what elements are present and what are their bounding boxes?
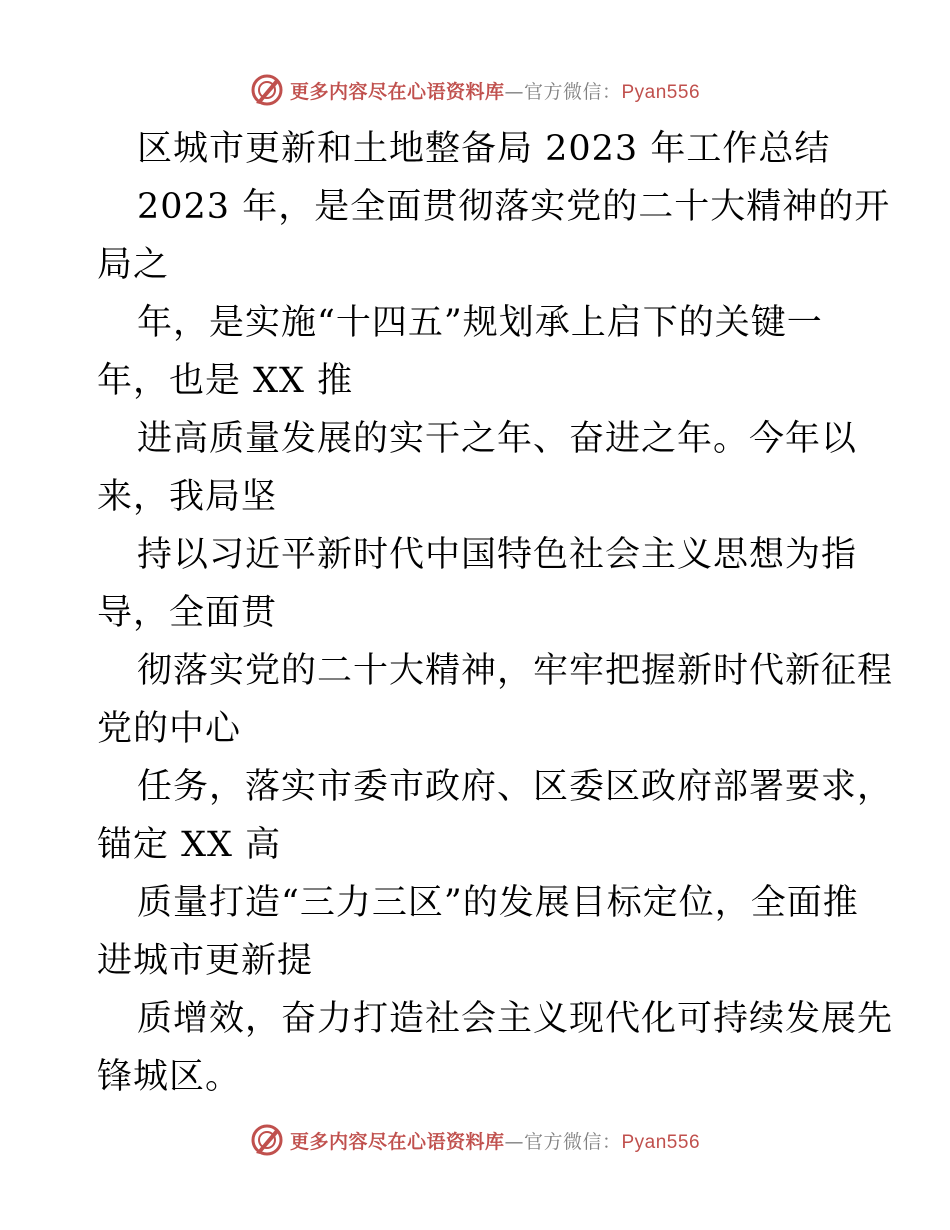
paragraph-line: 党的中心: [97, 709, 242, 749]
paragraph-line: 年，是实施“十四五”规划承上启下的关键一: [137, 303, 823, 343]
document-body: [97, 120, 894, 1106]
paragraph-line: 进高质量发展的实干之年、奋进之年。今年以: [137, 419, 858, 459]
paragraph-line: 彻落实党的二十大精神，牢牢把握新时代新征程: [137, 651, 894, 691]
watermark-wechat-id: Pyan556: [621, 1131, 701, 1153]
paragraph-line: 锋城区。: [97, 1057, 242, 1097]
watermark-sub-text: 官方微信：: [523, 1130, 622, 1153]
paragraph-line: 任务，落实市委市政府、区委区政府部署要求，: [137, 767, 894, 807]
watermark-sub-text: 官方微信：: [523, 80, 622, 103]
watermark-main-text: 更多内容尽在心语资料库: [289, 1130, 505, 1153]
watermark-wechat-id: Pyan556: [621, 81, 701, 103]
header-watermark: [0, 70, 950, 110]
paragraph-line: 2023 年，是全面贯彻落实党的二十大精神的开: [137, 187, 891, 227]
document-title: 区城市更新和土地整备局 2023 年工作总结: [137, 129, 831, 169]
quill-logo-icon: [250, 73, 284, 107]
paragraph-line: 进城市更新提: [97, 941, 314, 981]
footer-watermark: [0, 1120, 950, 1160]
paragraph-line: 导，全面贯: [97, 593, 278, 633]
paragraph-line: 质量打造“三力三区”的发展目标定位，全面推: [137, 883, 859, 923]
watermark-main-text: 更多内容尽在心语资料库: [289, 80, 505, 103]
paragraph-line: 年，也是 XX 推: [97, 361, 354, 401]
paragraph-line: 锚定 XX 高: [97, 825, 282, 865]
watermark-separator: —: [504, 1130, 524, 1153]
paragraph-line: 局之: [97, 245, 170, 285]
paragraph-line: 持以习近平新时代中国特色社会主义思想为指: [137, 535, 858, 575]
watermark-separator: —: [504, 80, 524, 103]
quill-logo-icon: [250, 1123, 284, 1157]
paragraph-line: 来，我局坚: [97, 477, 278, 517]
paragraph-line: 质增效，奋力打造社会主义现代化可持续发展先: [137, 999, 894, 1039]
